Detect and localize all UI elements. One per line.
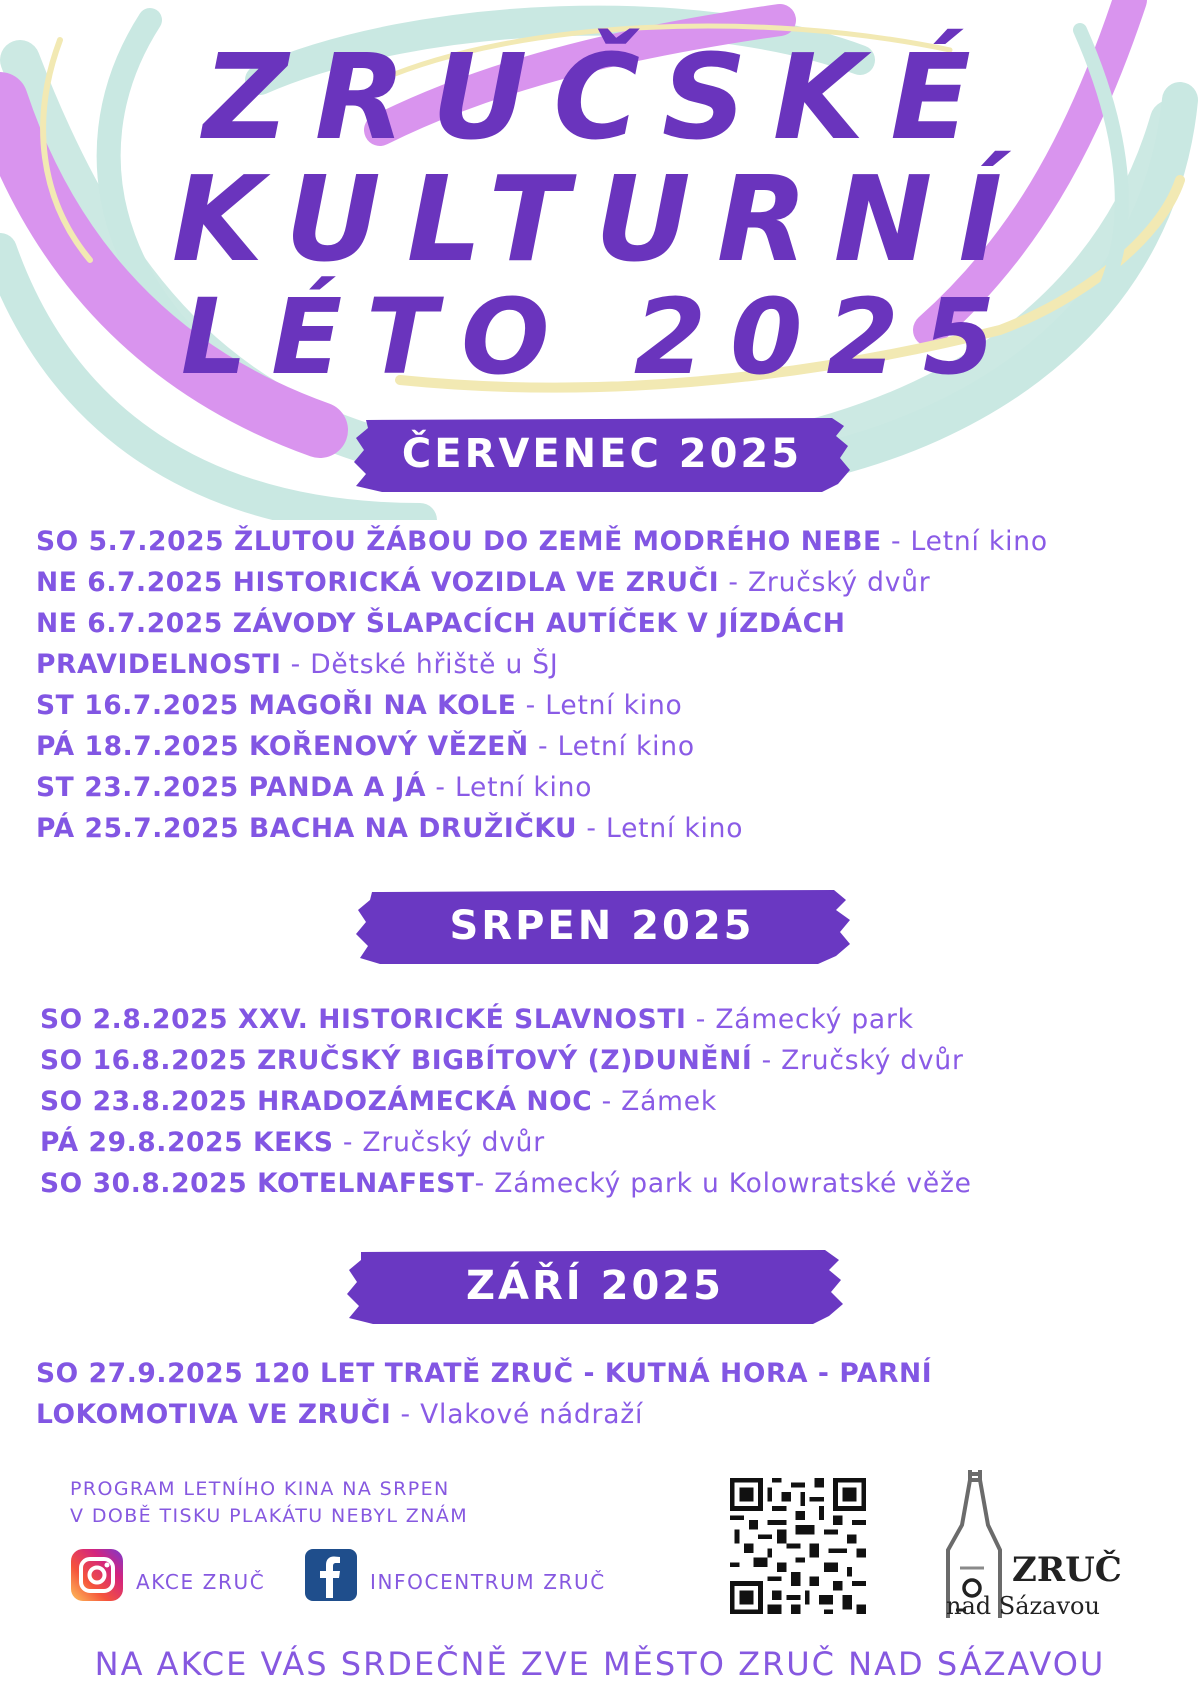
event-item: SO 2.8.2025 XXV. HISTORICKÉ SLAVNOSTI - Zámecký park	[40, 1004, 914, 1035]
event-item: ST 16.7.2025 MAGOŘI NA KOLE - Letní kino	[36, 690, 683, 721]
event-item: NE 6.7.2025 ZÁVODY ŠLAPACÍCH AUTÍČEK V JÍZDÁCH	[36, 608, 846, 639]
event-item: SO 30.8.2025 KOTELNAFEST- Zámecký park u Kolowratské věže	[40, 1168, 972, 1199]
event-item: PRAVIDELNOSTI - Dětské hřiště u ŠJ	[36, 649, 559, 680]
section-heading: ZÁŘÍ 2025	[466, 1263, 724, 1309]
logo-subtitle: nad Sázavou	[946, 1592, 1100, 1620]
event-item: PÁ 25.7.2025 BACHA NA DRUŽIČKU - Letní kino	[36, 813, 744, 844]
instagram-icon	[70, 1548, 124, 1602]
event-item: PÁ 29.8.2025 KEKS - Zručský dvůr	[40, 1127, 545, 1158]
event-list-august	[40, 999, 1180, 1204]
event-item: SO 23.8.2025 HRADOZÁMECKÁ NOC - Zámek	[40, 1086, 718, 1117]
section-banner-august	[352, 884, 852, 968]
event-item: PÁ 18.7.2025 KOŘENOVÝ VĚZEŇ - Letní kino	[36, 731, 695, 762]
event-list-september	[36, 1353, 1176, 1435]
section-heading: SRPEN 2025	[449, 903, 755, 949]
event-item: LOKOMOTIVA VE ZRUČI - Vlakové nádraží	[36, 1399, 644, 1430]
event-item: SO 5.7.2025 ŽLUTOU ŽÁBOU DO ZEMĚ MODRÉHO NEBE - Letní kino	[36, 526, 1048, 557]
logo-town-name: ZRUČ	[1012, 1550, 1122, 1590]
event-item: NE 6.7.2025 HISTORICKÁ VOZIDLA VE ZRUČI - Zručský dvůr	[36, 567, 931, 598]
poster-title-line-1: ZRUČSKÉ	[203, 28, 997, 166]
note-line-2: V DOBĚ TISKU PLAKÁTU NEBYL ZNÁM	[70, 1505, 469, 1527]
event-item: SO 27.9.2025 120 LET TRATĚ ZRUČ - KUTNÁ HORA - PARNÍ	[36, 1358, 933, 1389]
facebook-link[interactable]	[304, 1548, 606, 1602]
instagram-link[interactable]	[70, 1548, 265, 1602]
section-heading: ČERVENEC 2025	[401, 431, 803, 477]
note-line-1: PROGRAM LETNÍHO KINA NA SRPEN	[70, 1478, 450, 1500]
qr-code[interactable]	[730, 1478, 866, 1614]
facebook-icon	[304, 1548, 358, 1602]
section-banner-july	[352, 412, 852, 496]
event-list-july	[36, 521, 1176, 849]
footer-invitation: NA AKCE VÁS SRDEČNĚ ZVE MĚSTO ZRUČ NAD SÁZAVOU	[94, 1645, 1106, 1683]
poster-title-line-3: LÉTO 2025	[180, 276, 1020, 398]
facebook-label: INFOCENTRUM ZRUČ	[370, 1570, 606, 1594]
event-item: ST 23.7.2025 PANDA A JÁ - Letní kino	[36, 772, 593, 803]
section-banner-september	[345, 1244, 845, 1328]
cinema-program-note	[70, 1476, 468, 1530]
event-item: SO 16.8.2025 ZRUČSKÝ BIGBÍTOVÝ (Z)DUNĚNÍ - Zručský dvůr	[40, 1045, 964, 1076]
poster-title-line-2: KULTURNÍ	[171, 150, 1029, 288]
instagram-label: AKCE ZRUČ	[136, 1570, 266, 1594]
